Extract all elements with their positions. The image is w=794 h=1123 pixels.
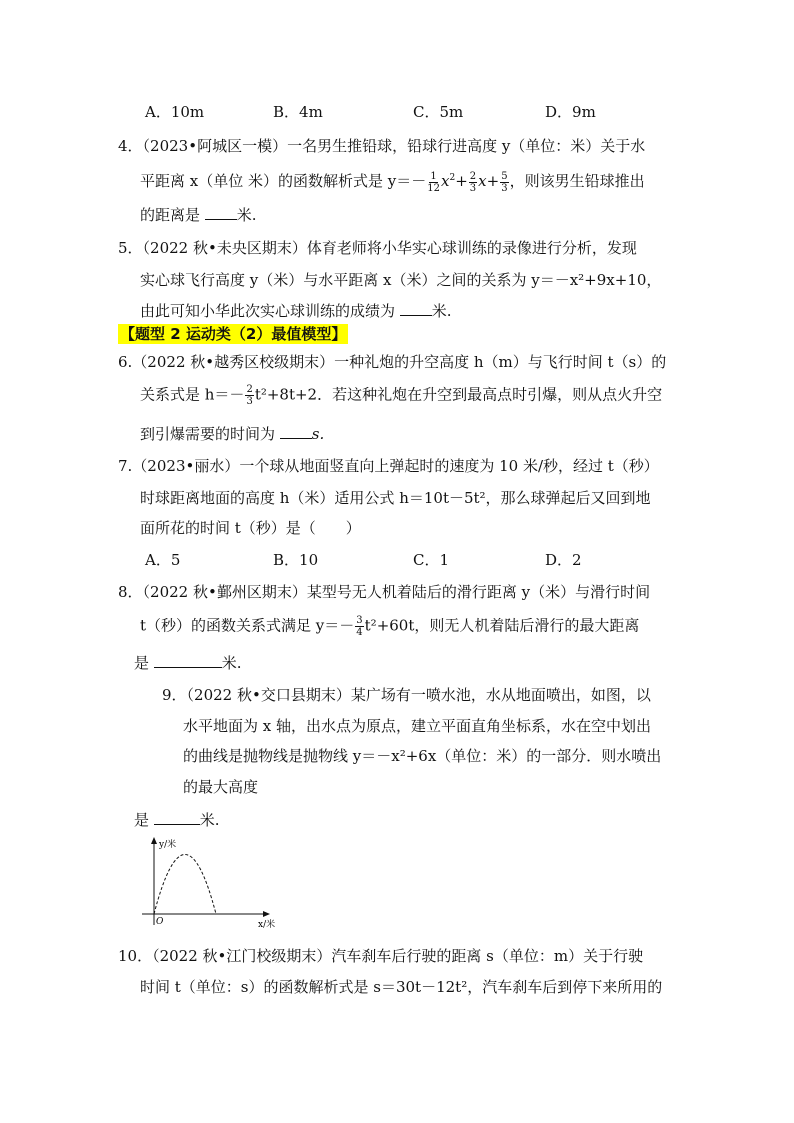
q8-line1: 8．（2022 秋•鄞州区期末）某型号无人机着陆后的滑行距离 y（米）与滑行时间 xyxy=(118,583,651,601)
q4-line2: 平距离 x（单位 米）的函数解析式是 y＝－ $\frac{1}{12}$ $x^2+$ $\frac{2}{3}$ x+ $\frac{5}{3}$ ，则该男生铅球推出 xyxy=(140,170,645,194)
q4-fraction-c: $\frac{5}{3}$ xyxy=(501,170,508,194)
origin-label: O xyxy=(156,917,164,927)
q10-line1: 10．（2022 秋•江门校级期末）汽车刹车后行驶的距离 s（单位：m）关于行驶 xyxy=(118,947,644,965)
q7-line3: 面所花的时间 t（秒）是（ ） xyxy=(140,519,361,537)
fountain-graph xyxy=(140,835,290,930)
q3-option-b: B．4m xyxy=(273,103,323,121)
q6-answer-blank[interactable] xyxy=(280,424,312,439)
section-heading: 【题型 2 运动类（2）最值模型】 xyxy=(120,325,347,343)
parabola-curve xyxy=(154,855,216,915)
q4-fraction-b: $\frac{2}{3}$ xyxy=(469,170,477,194)
q4-line1: 4．（2023•阿城区一模）一名男生推铅球，铅球行进高度 y（单位：米）关于水 xyxy=(118,137,646,155)
q7-option-d: D．2 xyxy=(545,551,582,569)
q6-line1: 6.（2022 秋•越秀区校级期末）一种礼炮的升空高度 h（m）与飞行时间 t（s）的 xyxy=(118,353,667,371)
q7-line1: 7.（2023•丽水）一个球从地面竖直向上弹起时的速度为 10 米/秒，经过 t（秒） xyxy=(118,457,659,475)
q3-option-a: A．10m xyxy=(145,103,205,121)
q5-line2: 实心球飞行高度 y（米）与水平距离 x（米）之间的关系为 y＝－x²+9x+10， xyxy=(140,271,662,289)
q8-line2: t（秒）的函数关系式满足 y＝－ $\frac{3}{4}$ t²+60t，则无人机着陆后滑行的最大距离 xyxy=(140,615,640,638)
q4-line3: 的距离是 米. xyxy=(140,206,257,224)
q7-option-a: A．5 xyxy=(145,551,181,569)
x-axis-label: x/米 xyxy=(258,920,276,930)
q3-option-d: D．9m xyxy=(545,103,596,121)
q9-line3: 的曲线是抛物线是抛物线 y＝－x²+6x（单位：米）的一部分．则水喷出 xyxy=(183,747,662,765)
q4-fraction-a: $\frac{1}{12}$ xyxy=(427,170,440,194)
y-axis-arrow xyxy=(151,837,157,844)
q4-line2-post: ，则该男生铅球推出 xyxy=(509,172,645,190)
q3-option-c: C．5m xyxy=(413,103,464,121)
q7-line2: 时球距离地面的高度 h（米）适用公式 h＝10t－5t²，那么球弹起后又回到地 xyxy=(140,489,651,507)
q6-fraction: $\frac{2}{3}$ xyxy=(246,384,253,407)
q9-line1: 9．（2022 秋•交口县期末）某广场有一喷水池，水从地面喷出，如图，以 xyxy=(162,686,651,704)
q7-option-b: B．10 xyxy=(273,551,319,569)
q8-line3: 是 米. xyxy=(134,654,242,672)
x-axis-arrow xyxy=(263,911,270,917)
q10-line2: 时间 t（单位：s）的函数解析式是 s＝30t－12t²，汽车刹车后到停下来所用的 xyxy=(140,978,663,996)
q6-line2: 关系式是 h＝－ $\frac{2}{3}$ t²+8t+2．若这种礼炮在升空到最高点时引爆，则从点火升空 xyxy=(140,384,663,407)
q5-line1: 5．（2022 秋•未央区期末）体育老师将小华实心球训练的录像进行分析，发现 xyxy=(118,239,637,257)
q9-answer-blank[interactable] xyxy=(154,810,200,825)
q4-line2-pre: 平距离 x（单位 米）的函数解析式是 y＝－ xyxy=(140,172,427,190)
q4-answer-blank[interactable] xyxy=(205,205,237,220)
q5-answer-blank[interactable] xyxy=(400,301,432,316)
q8-fraction: $\frac{3}{4}$ xyxy=(356,615,363,638)
q6-line3: 到引爆需要的时间为 s. xyxy=(140,425,325,443)
q5-line3: 由此可知小华此次实心球训练的成绩为 米. xyxy=(140,302,452,320)
y-axis-label: y/米 xyxy=(159,840,177,850)
q9-line5: 是 米. xyxy=(134,811,220,829)
q9-line4: 的最大高度 xyxy=(183,778,259,796)
q8-answer-blank[interactable] xyxy=(154,653,222,668)
q7-option-c: C．1 xyxy=(413,551,450,569)
q9-line2: 水平地面为 x 轴，出水点为原点，建立平面直角坐标系，水在空中划出 xyxy=(183,717,651,735)
